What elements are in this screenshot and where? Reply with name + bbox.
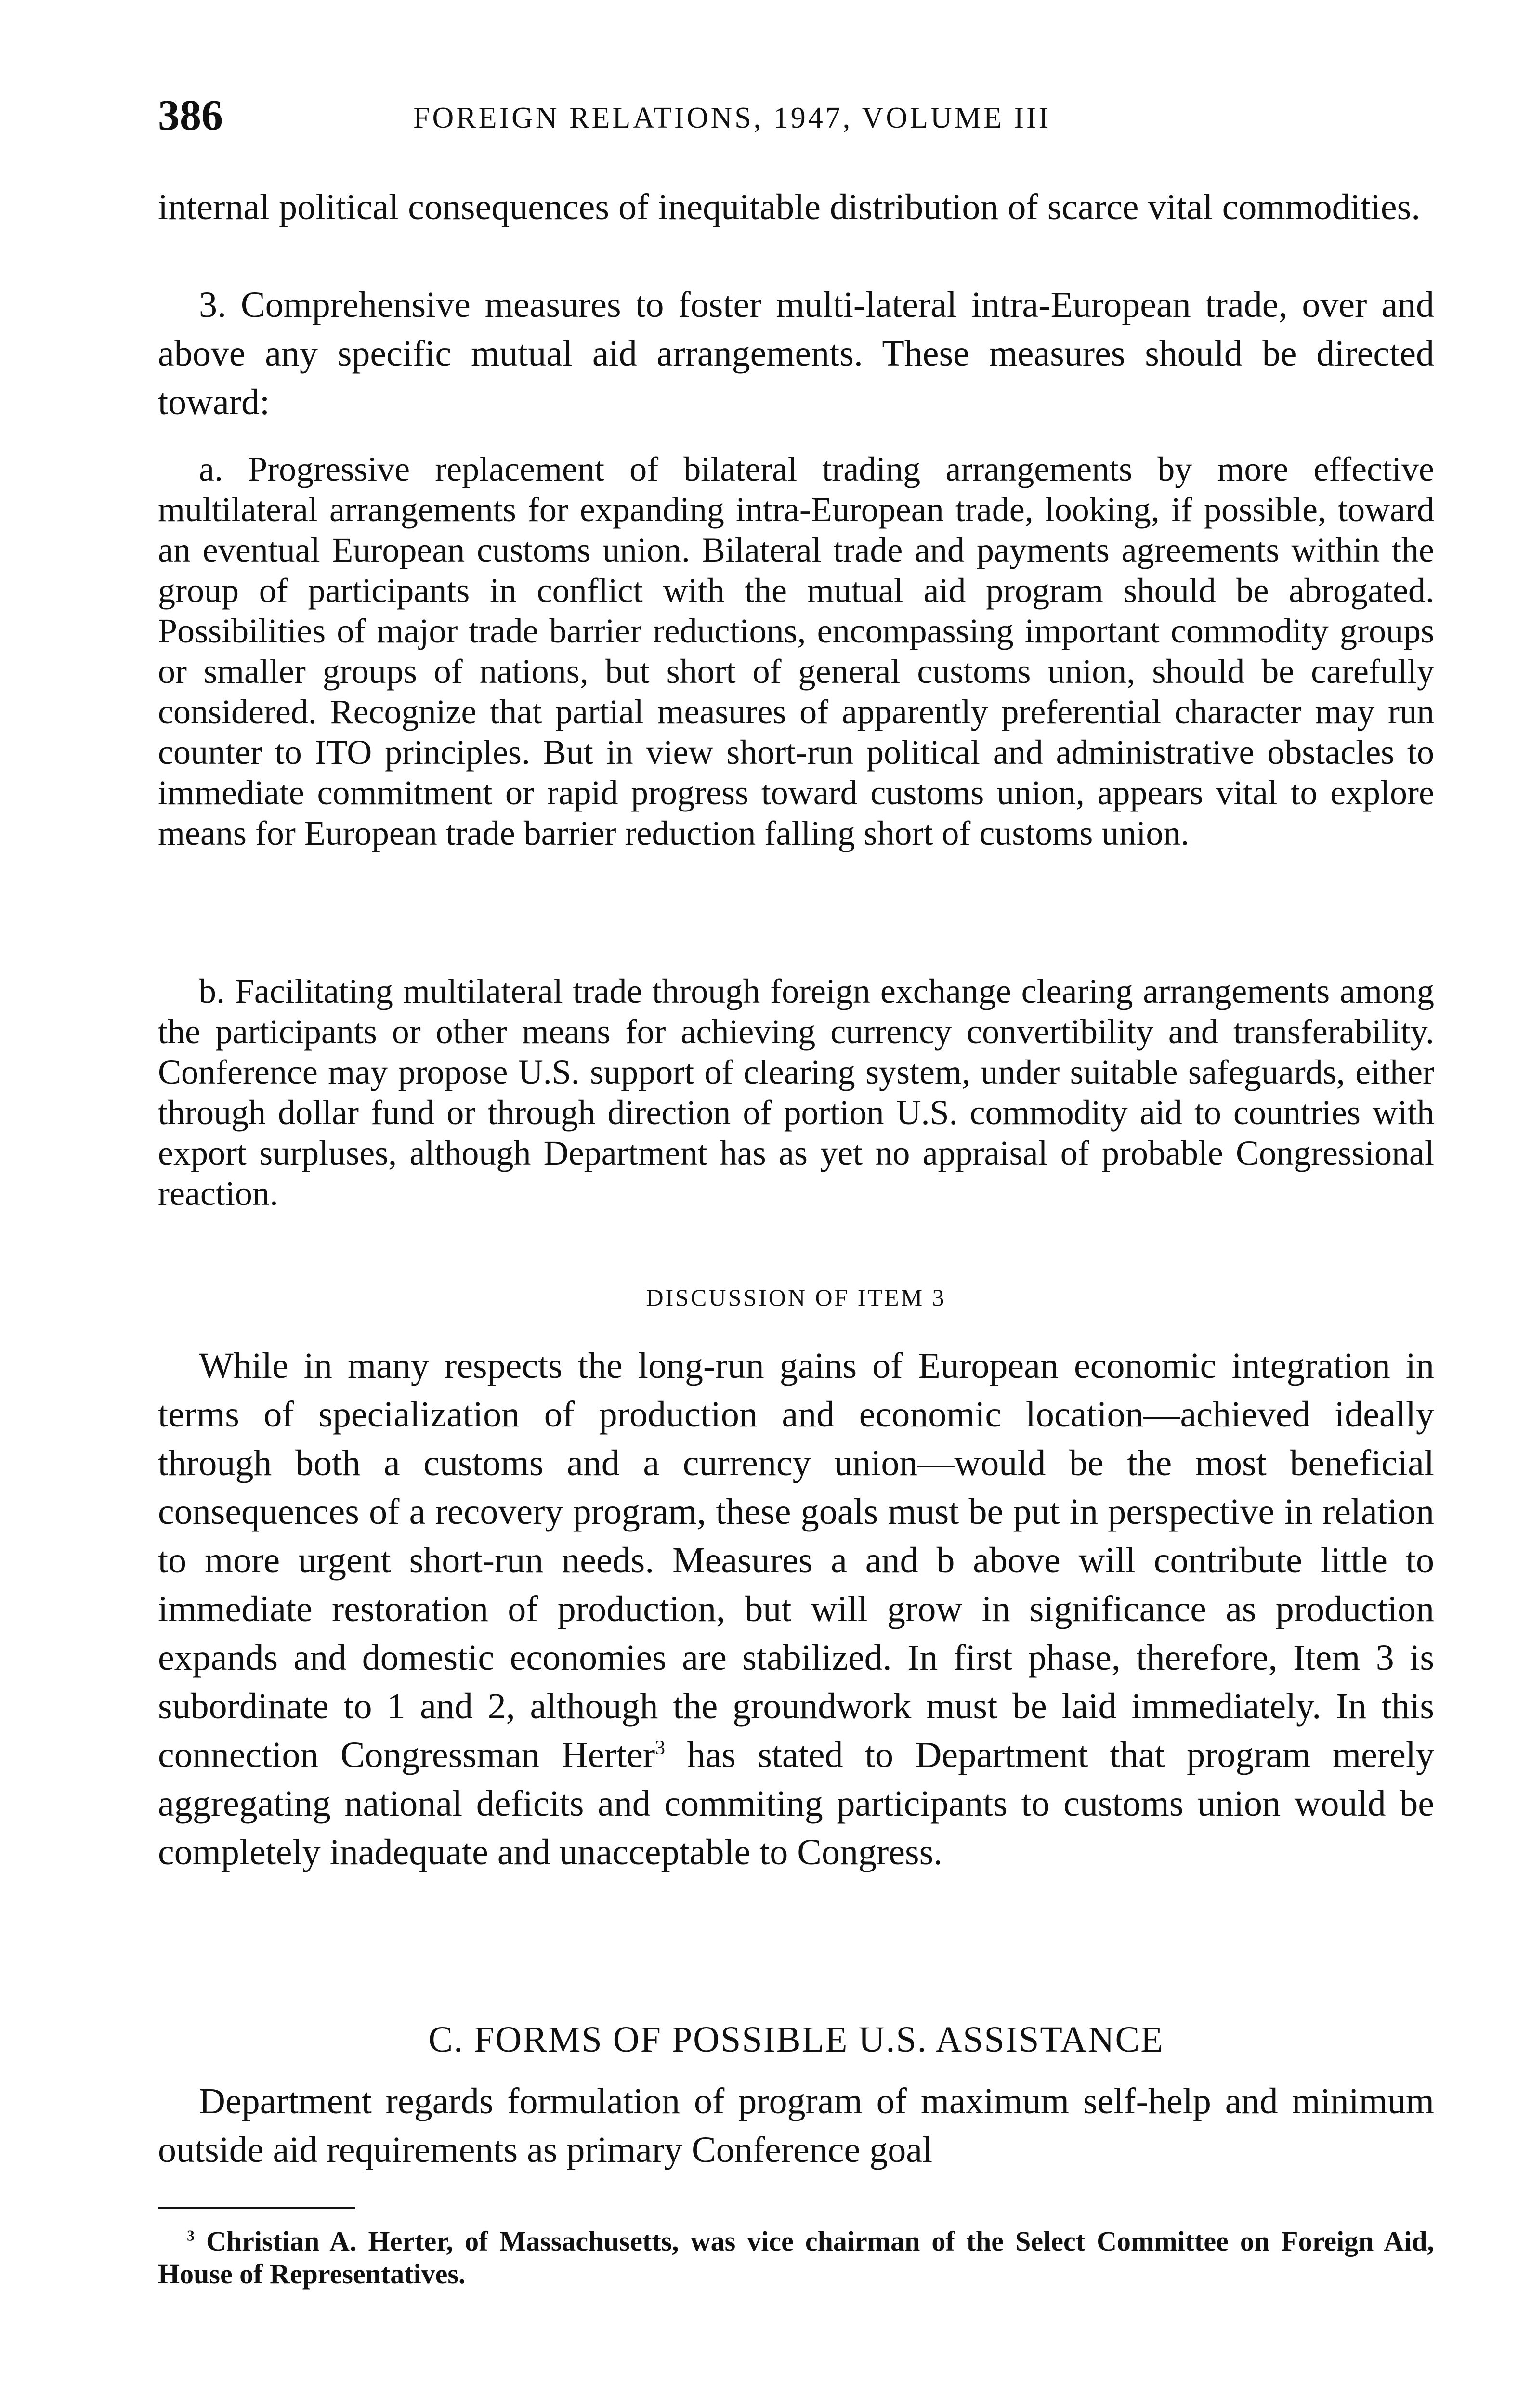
discussion-text-2: has stated to Department that program merely aggregating national deficits and commiting participants to customs union would be completely inadequate and unacceptable to Congress.: [158, 1735, 1434, 1872]
continued-paragraph: internal political consequences of inequitable distribution of scarce vital commodities.: [158, 187, 1421, 227]
running-head-title: FOREIGN RELATIONS, 1947, VOLUME III: [413, 102, 1051, 134]
discussion-heading: DISCUSSION OF ITEM 3: [646, 1284, 946, 1311]
discussion-text-1: While in many respects the long-run gains of European economic integration in terms of specialization of production and economic location—achieved ideally through both a customs and a currency union—would be the most beneficial consequences of a recovery program, these goals must be put in perspective in relation to more urgent short-run needs. Measures a and b above will contribute little to immediate restoration of production, but will grow in significance as production expands and domestic economies are stabilized. In first phase, therefore, Item 3 is subordinate to 1 and 2, although the groundwork must be laid immediately. In this connection Congressman Herter: [158, 1346, 1434, 1775]
item-a-paragraph: a. Progressive replacement of bilateral trading arrangements by more effective multilateral arrangements for expanding intra-European trade, looking, if possible, toward an eventual European customs union. Bilateral trade and payments agreements within the group of participants in conflict with the mutual aid program should be abrogated. Possibilities of major trade barrier reductions, encompassing important commodity groups or smaller groups of nations, but short of general customs union, should be carefully considered. Recognize that partial measures of apparently preferential character may run counter to ITO principles. But in view short-run political and administrative obstacles to immediate commitment or rapid progress toward customs union, appears vital to explore means for European trade barrier reduction falling short of customs union.: [158, 450, 1434, 852]
item-3-paragraph: 3. Comprehensive measures to foster multi-lateral intra-European trade, over and above any specific mutual aid arrangements. These measures should be directed toward:: [158, 285, 1434, 422]
footnote-text: Christian A. Herter, of Massachusetts, was vice chairman of the Select Committee on Foreign Aid, House of Representatives.: [158, 2225, 1435, 2290]
footnote-marker: 3: [187, 2227, 195, 2244]
footnote-reference: 3: [655, 1737, 666, 1759]
page-number: 386: [158, 92, 223, 139]
section-c-paragraph: Department regards formulation of program of maximum self-help and minimum outside aid requirements as primary Conference goal: [158, 2081, 1434, 2170]
section-c-heading: C. FORMS OF POSSIBLE U.S. ASSISTANCE: [428, 2019, 1164, 2060]
footnote: [158, 2225, 1434, 2290]
discussion-paragraph: [158, 1342, 1434, 1877]
item-b-paragraph: b. Facilitating multilateral trade through foreign exchange clearing arrangements among the participants or other means for achieving currency convertibility and transferability. Conference may propose U.S. support of clearing system, under suitable safeguards, either through dollar fund or through direction of portion U.S. commodity aid to countries with export surpluses, although Department has as yet no appraisal of probable Congressional reaction.: [158, 972, 1434, 1213]
footnote-divider: [158, 2207, 355, 2209]
running-head: [158, 91, 1434, 144]
